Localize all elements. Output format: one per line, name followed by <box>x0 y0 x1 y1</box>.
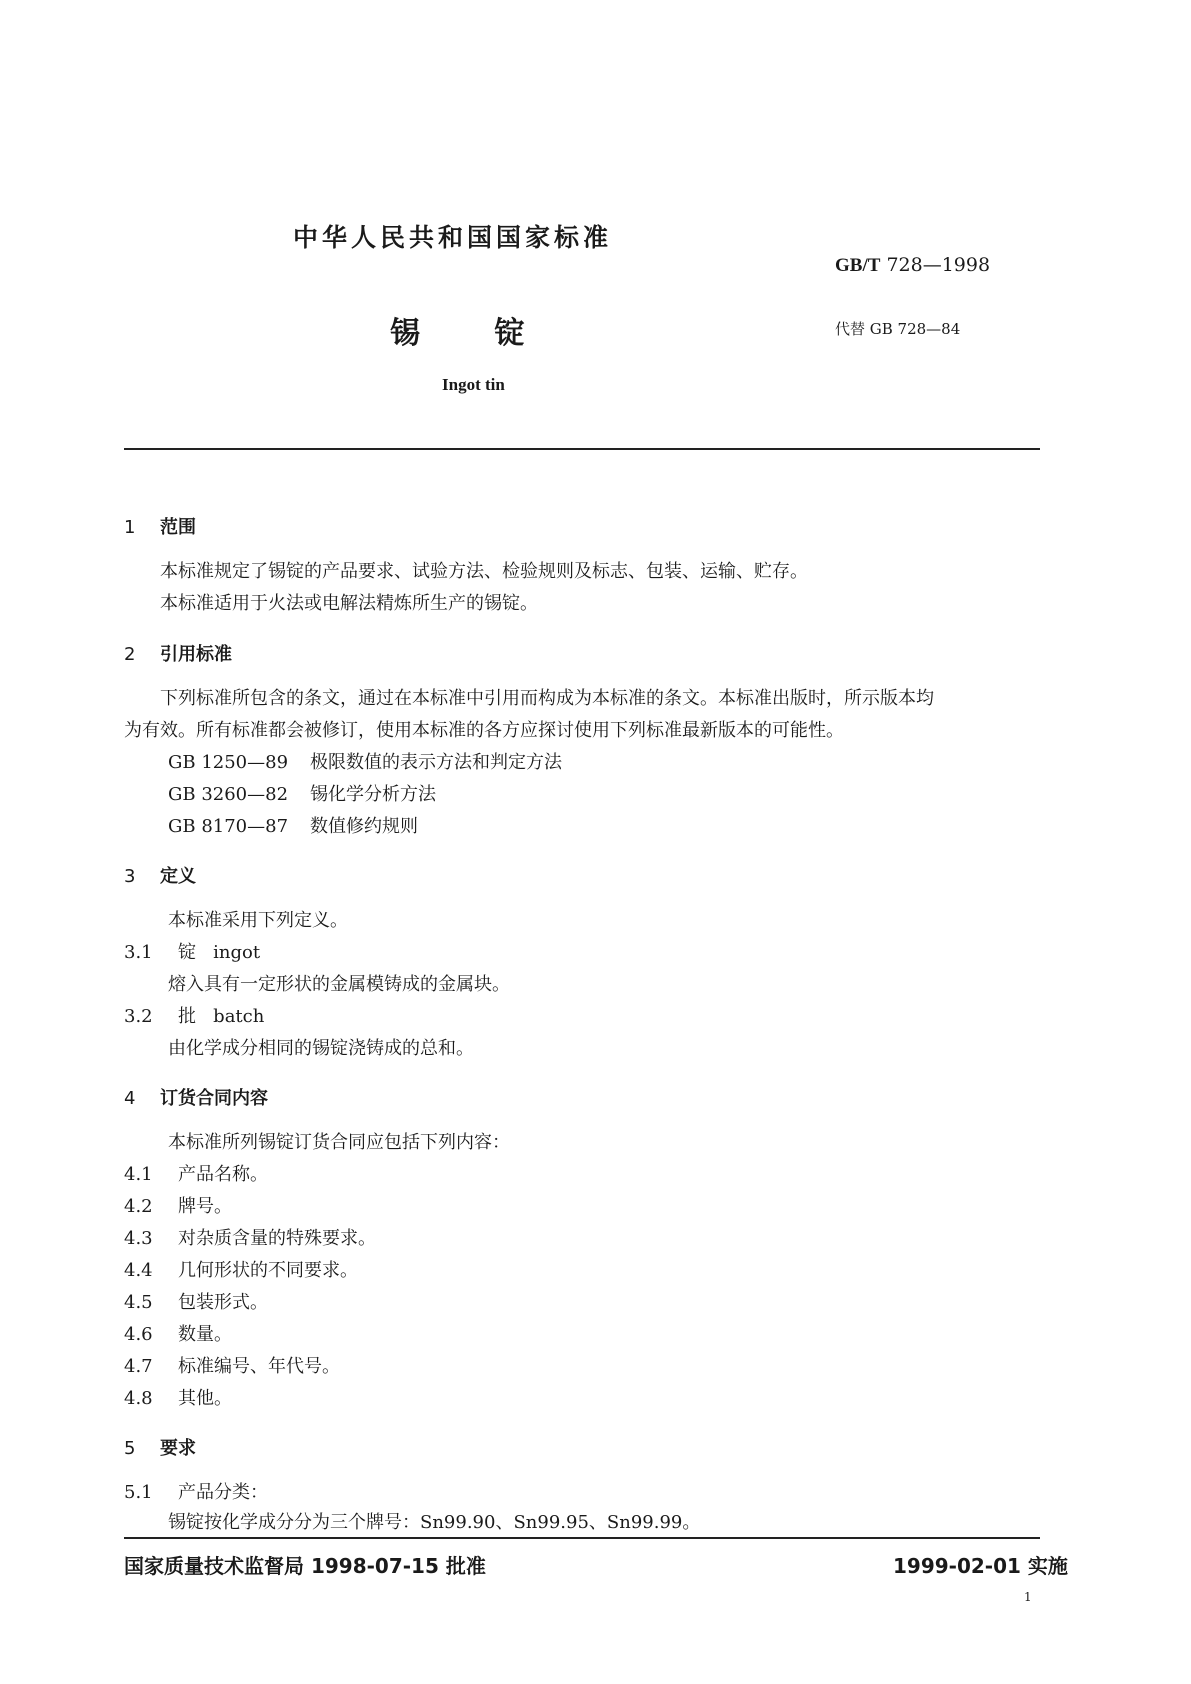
clause-number: 4.2 <box>124 1196 153 1217</box>
section-title: 引用标准 <box>160 644 232 665</box>
header-divider <box>124 448 1040 450</box>
list-item-text: 牌号。 <box>178 1196 232 1217</box>
subclause-title: 产品分类： <box>178 1482 268 1503</box>
list-item <box>124 1256 358 1282</box>
page-number: 1 <box>1024 1590 1032 1604</box>
list-item <box>124 1160 268 1186</box>
clause-number: 4.3 <box>124 1228 153 1249</box>
document-title-en: Ingot tin <box>442 375 505 394</box>
clause-number: 3.1 <box>124 942 153 963</box>
list-item <box>124 1352 340 1378</box>
list-item <box>124 1384 232 1410</box>
list-item-text: 产品名称。 <box>178 1164 268 1185</box>
clause-number: 4.7 <box>124 1356 153 1377</box>
reference-item <box>168 812 418 838</box>
list-item-text: 对杂质含量的特殊要求。 <box>178 1228 376 1249</box>
section-5-heading <box>124 1434 196 1460</box>
standard-code <box>835 254 990 277</box>
term-en: batch <box>213 1006 265 1027</box>
section-number: 1 <box>124 517 136 538</box>
reference-item <box>168 748 562 774</box>
reference-item <box>168 780 436 806</box>
clause-number: 3.2 <box>124 1006 153 1027</box>
section-number: 4 <box>124 1088 136 1109</box>
clause-number: 5.1 <box>124 1482 153 1503</box>
list-item-text: 其他。 <box>178 1388 232 1409</box>
reference-title: 极限数值的表示方法和判定方法 <box>310 752 562 773</box>
clause-number: 4.6 <box>124 1324 153 1345</box>
approval-note: 国家质量技术监督局 1998-07-15 批准 <box>124 1554 486 1578</box>
paragraph: 本标准所列锡锭订货合同应包括下列内容： <box>168 1132 510 1153</box>
definition-term <box>124 938 260 964</box>
paragraph: 下列标准所包含的条文，通过在本标准中引用而构成为本标准的条文。本标准出版时，所示版本均 <box>160 688 934 709</box>
standard-code-number: 728—1998 <box>886 254 991 276</box>
section-number: 2 <box>124 644 136 665</box>
list-item <box>124 1192 232 1218</box>
effective-date: 1999-02-01 实施 <box>893 1554 1068 1578</box>
clause-number: 4.4 <box>124 1260 153 1281</box>
reference-code: GB 3260—82 <box>168 784 289 805</box>
footer-divider <box>124 1537 1040 1539</box>
list-item-text: 数量。 <box>178 1324 232 1345</box>
paragraph: 为有效。所有标准都会被修订，使用本标准的各方应探讨使用下列标准最新版本的可能性。 <box>124 720 844 741</box>
list-item-text: 标准编号、年代号。 <box>178 1356 340 1377</box>
reference-title: 锡化学分析方法 <box>310 784 436 805</box>
section-number: 3 <box>124 866 136 887</box>
reference-code: GB 8170—87 <box>168 816 289 837</box>
clause-number: 4.8 <box>124 1388 153 1409</box>
standard-type-heading: 中华人民共和国国家标准 <box>293 223 613 252</box>
list-item <box>124 1224 376 1250</box>
standard-code-prefix: GB/T <box>835 255 881 276</box>
list-item <box>124 1288 268 1314</box>
paragraph: 锡锭按化学成分分为三个牌号：Sn99.90、Sn99.95、Sn99.99。 <box>168 1512 701 1533</box>
term-cn: 锭 <box>178 942 196 963</box>
section-title: 范围 <box>160 517 196 538</box>
clause-number: 4.1 <box>124 1164 153 1185</box>
subclause-heading <box>124 1478 268 1504</box>
list-item-text: 包装形式。 <box>178 1292 268 1313</box>
list-item <box>124 1320 232 1346</box>
definition-text: 由化学成分相同的锡锭浇铸成的总和。 <box>168 1038 474 1059</box>
section-title: 订货合同内容 <box>160 1088 268 1109</box>
definition-text: 熔入具有一定形状的金属模铸成的金属块。 <box>168 974 510 995</box>
section-title: 定义 <box>160 866 196 887</box>
replaces-note: 代替 GB 728—84 <box>835 320 961 338</box>
document-title-cn: 锡 锭 <box>390 316 527 351</box>
section-1-heading <box>124 513 196 539</box>
section-4-heading <box>124 1084 268 1110</box>
reference-code: GB 1250—89 <box>168 752 289 773</box>
paragraph: 本标准适用于火法或电解法精炼所生产的锡锭。 <box>160 593 538 614</box>
paragraph: 本标准采用下列定义。 <box>168 910 348 931</box>
definition-term <box>124 1002 264 1028</box>
list-item-text: 几何形状的不同要求。 <box>178 1260 358 1281</box>
term-cn: 批 <box>178 1006 196 1027</box>
reference-title: 数值修约规则 <box>310 816 418 837</box>
section-title: 要求 <box>160 1438 196 1459</box>
section-number: 5 <box>124 1438 136 1459</box>
paragraph: 本标准规定了锡锭的产品要求、试验方法、检验规则及标志、包装、运输、贮存。 <box>160 561 808 582</box>
clause-number: 4.5 <box>124 1292 153 1313</box>
section-2-heading <box>124 640 232 666</box>
term-en: ingot <box>213 942 261 963</box>
section-3-heading <box>124 862 196 888</box>
